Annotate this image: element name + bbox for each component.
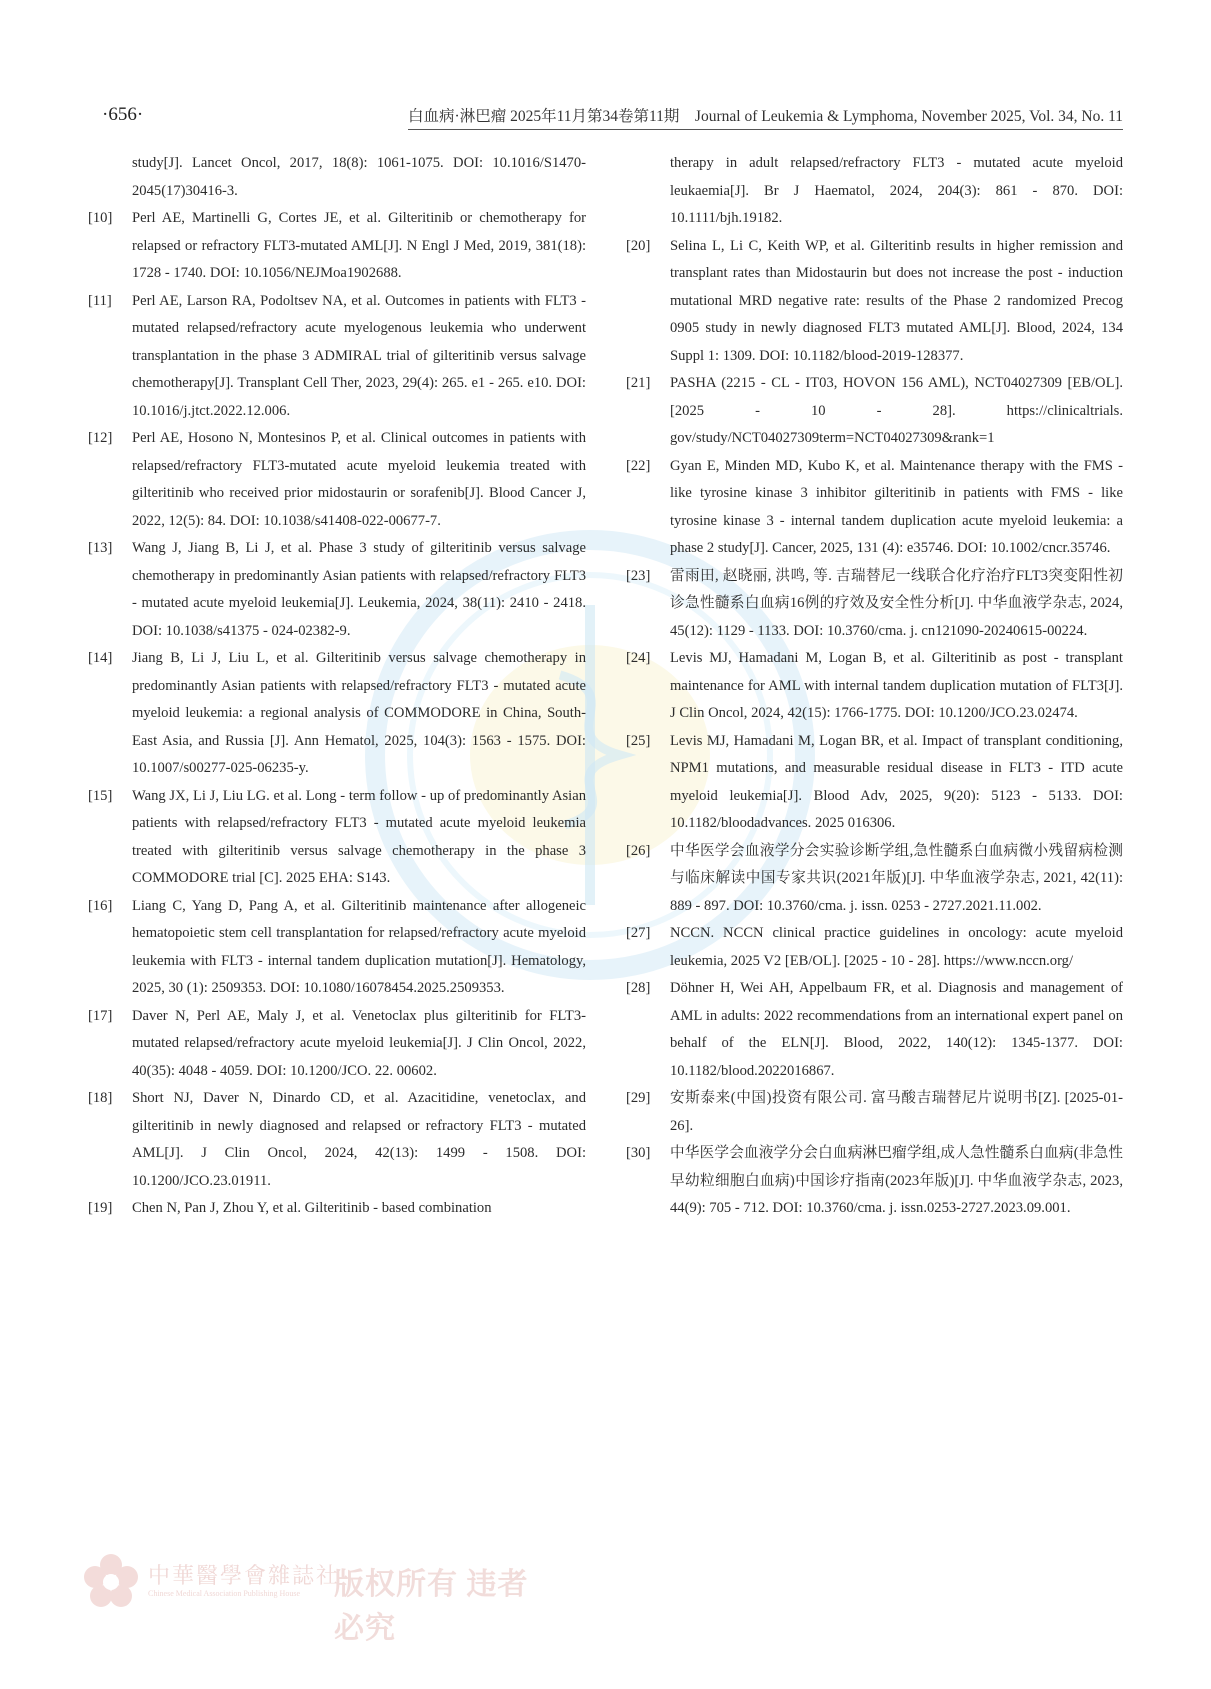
reference-text: 中华医学会血液学分会实验诊断学组,急性髓系白血病微小残留病检测与临床解读中国专家共识(2021年版)[J]. 中华血液学杂志, 2021, 42(11): 889 - 897. DOI: 10.3760/cma. j. issn. 0253 - 2727.2021.11.002. [670,842,1123,914]
reference-text: Döhner H, Wei AH, Appelbaum FR, et al. Diagnosis and management of AML in adults: 2022 recommendations from an international expert panel on behalf of the ELN[J]. Blood, 2022, 140(12): 1345-1377. DOI: 10.1182/blood.2022016867. [670,980,1123,1079]
reference-number: [17] [88,1007,113,1024]
reference-text: Perl AE, Larson RA, Podoltsev NA, et al. Outcomes in patients with FLT3 - mutated relapsed/refractory acute myelogenous leukemia who underwent transplantation in the phase 3 ADMIRAL trial of gilteritinib versus salvage chemotherapy[J]. Transplant Cell Ther, 2023, 29(4): 265. e1 - 265. e10. DOI: 10.1016/j.jtct.2022.12.006. [132,292,586,419]
reference-text: NCCN. NCCN clinical practice guidelines in oncology: acute myeloid leukemia, 2025 V2 [EB/OL]. [2025 - 10 - 28]. https://www.nccn.org/ [670,925,1123,969]
reference-text: Wang J, Jiang B, Li J, et al. Phase 3 study of gilteritinib versus salvage chemotherapy in predominantly Asian patients with relapsed/refractory FLT3 - mutated acute myeloid leukemia[J]. Leukemia, 2024, 38(11): 2410 - 2418. DOI: 10.1038/s41375 - 024-02382-9. [132,540,586,639]
reference-number: [15] [88,787,113,804]
publisher-name: 中華醫學會雜誌社 [148,1563,341,1588]
running-head: 白血病·淋巴瘤 2025年11月第34卷第11期 Journal of Leukemia & Lymphoma, November 2025, Vol. 34, No. 11 [408,104,1123,130]
reference-number: [28] [626,980,651,996]
reference-number: [24] [626,650,651,666]
reference-item [88,1085,586,1195]
reference-item [626,370,1123,453]
left-column [88,150,586,1223]
reference-text: 雷雨田, 赵晓丽, 洪鸣, 等. 吉瑞替尼一线联合化疗治疗FLT3突变阳性初诊急性髓系白血病16例的疗效及安全性分析[J]. 中华血液学杂志, 2024, 45(12): 1129 - 1133. DOI: 10.3760/cma. j. cn121090-20240615-00224. [670,567,1123,639]
right-column [626,150,1123,1223]
reference-number: [19] [88,1200,113,1216]
reference-text: Gyan E, Minden MD, Kubo K, et al. Maintenance therapy with the FMS - like tyrosine kinase 3 inhibitor gilteritinib in patients with FMS - like tyrosine kinase 3 - internal tandem duplication acute myeloid leukemia: a phase 2 study[J]. Cancer, 2025, 131 (4): e35746. DOI: 10.1002/cncr.35746. [670,457,1123,556]
reference-item [88,1003,586,1086]
reference-item [626,728,1123,838]
reference-number: [14] [88,650,113,666]
reference-item [626,233,1123,371]
reference-item [626,563,1123,646]
reference-number: [16] [88,897,113,914]
publisher-english-name: Chinese Medical Association Publishing House [148,1589,300,1598]
reference-text: 安斯泰来(中国)投资有限公司. 富马酸吉瑞替尼片说明书[Z]. [2025-01-26]. [670,1090,1123,1134]
reference-continuation: study[J]. Lancet Oncol, 2017, 18(8): 1061-1075. DOI: 10.1016/S1470-2045(17)30416-3. [132,155,586,199]
reference-item [626,920,1123,975]
reference-text: Daver N, Perl AE, Maly J, et al. Venetoclax plus gilteritinib for FLT3-mutated relapsed/refractory acute myeloid leukemia[J]. J Clin Oncol, 2022, 40(35): 4048 - 4059. DOI: 10.1200/JCO. 22. 00602. [132,1007,586,1079]
reference-item [88,645,586,783]
reference-item [626,645,1123,728]
reference-item [88,893,586,1003]
reference-number: [22] [626,457,651,474]
reference-item [88,1195,586,1223]
reference-text: PASHA (2215 - CL - IT03, HOVON 156 AML), NCT04027309 [EB/OL]. [2025 - 10 - 28]. https://clinicaltrials. gov/study/NCT04027309term=NCT04027309&rank=1 [670,375,1123,446]
reference-text: Levis MJ, Hamadani M, Logan B, et al. Gilteritinib as post - transplant maintenance for AML with internal tandem duplication mutation of FLT3[J]. J Clin Oncol, 2024, 42(15): 1766-1775. DOI: 10.1200/JCO.23.02474. [670,650,1123,721]
reference-text: Perl AE, Martinelli G, Cortes JE, et al. Gilteritinib or chemotherapy for relapsed or refractory FLT3-mutated AML[J]. N Engl J Med, 2019, 381(18): 1728 - 1740. DOI: 10.1056/NEJMoa1902688. [132,210,586,281]
reference-number: [10] [88,210,113,226]
reference-number: [12] [88,430,113,446]
publisher-logo [82,1553,552,1645]
reference-item [626,1140,1123,1223]
reference-number: [18] [88,1090,113,1106]
reference-number: [11] [88,292,112,309]
flower-logo-icon [82,1553,140,1611]
reference-item [88,205,586,288]
reference-number: [29] [626,1090,651,1106]
reference-continuation: therapy in adult relapsed/refractory FLT3 - mutated acute myeloid leukaemia[J]. Br J Haematol, 2024, 204(3): 861 - 870. DOI: 10.1111/bjh.19182. [670,155,1123,226]
reference-text: Selina L, Li C, Keith WP, et al. Gilteritinb results in higher remission and transplant rates than Midostaurin but does not increase the post - induction mutational MRD negative rate: results of the Phase 2 randomized Precog 0905 study in newly diagnosed FLT3 mutated AML[J]. Blood, 2024, 134 Suppl 1: 1309. DOI: 10.1182/blood-2019-128377. [670,237,1123,364]
reference-item [88,535,586,645]
reference-text: Short NJ, Daver N, Dinardo CD, et al. Azacitidine, venetoclax, and gilteritinib in newly diagnosed and relapsed or refractory FLT3 - mutated AML[J]. J Clin Oncol, 2024, 42(13): 1499 - 1508. DOI: 10.1200/JCO.23.01911. [132,1090,586,1189]
reference-item [626,975,1123,1085]
reference-number: [30] [626,1145,651,1161]
page-number: ·656· [102,104,144,125]
reference-number: [21] [626,375,651,391]
reference-text: Perl AE, Hosono N, Montesinos P, et al. Clinical outcomes in patients with relapsed/refractory FLT3-mutated acute myeloid leukemia treated with gilteritinib who received prior midostaurin or sorafenib[J]. Blood Cancer J, 2022, 12(5): 84. DOI: 10.1038/s41408-022-00677-7. [132,430,586,529]
reference-number: [26] [626,842,651,859]
reference-number: [20] [626,237,651,254]
reference-item [626,1085,1123,1140]
reference-text: Wang JX, Li J, Liu LG. et al. Long - term follow - up of predominantly Asian patients with relapsed/refractory FLT3 - mutated acute myeloid leukemia treated with gilteritinib versus salvage chemotherapy in the phase 3 COMMODORE trial [C]. 2025 EHA: S143. [132,787,586,886]
page-header [88,102,1123,126]
reference-text: Chen N, Pan J, Zhou Y, et al. Gilteritinib - based combination [132,1200,492,1216]
reference-text: Jiang B, Li J, Liu L, et al. Gilteritinib versus salvage chemotherapy in predominantly Asian patients with relapsed/refractory FLT3 - mutated acute myeloid leukemia: a regional analysis of COMMODORE in China, South-East Asia, and Russia [J]. Ann Hematol, 2025, 104(3): 1563 - 1575. DOI: 10.1007/s00277-025-06235-y. [132,650,586,776]
copyright-slogan: 版权所有 违者必究 [334,1568,529,1645]
reference-item [88,425,586,535]
reference-text: Liang C, Yang D, Pang A, et al. Gilteritinib maintenance after allogeneic hematopoietic stem cell transplantation for relapsed/refractory acute myeloid leukemia with FLT3 - internal tandem duplication mutation[J]. Hematology, 2025, 30 (1): 2509353. DOI: 10.1080/16078454.2025.2509353. [132,897,586,996]
reference-text: Levis MJ, Hamadani M, Logan BR, et al. Impact of transplant conditioning, NPM1 mutations, and measurable residual disease in FLT3 - ITD acute myeloid leukemia[J]. Blood Adv, 2025, 9(20): 5123 - 5133. DOI: 10.1182/bloodadvances. 2025 016306. [670,732,1123,831]
reference-text: 中华医学会血液学分会白血病淋巴瘤学组,成人急性髓系白血病(非急性早幼粒细胞白血病)中国诊疗指南(2023年版)[J]. 中华血液学杂志, 2023, 44(9): 705 - 712. DOI: 10.3760/cma. j. issn.0253-2727.2023.09.001. [670,1145,1123,1216]
reference-item [626,838,1123,921]
reference-number: [27] [626,925,651,941]
reference-number: [23] [626,567,651,584]
reference-number: [13] [88,540,113,556]
reference-item [88,288,586,426]
reference-item [88,783,586,893]
reference-item [626,453,1123,563]
reference-number: [25] [626,732,651,749]
